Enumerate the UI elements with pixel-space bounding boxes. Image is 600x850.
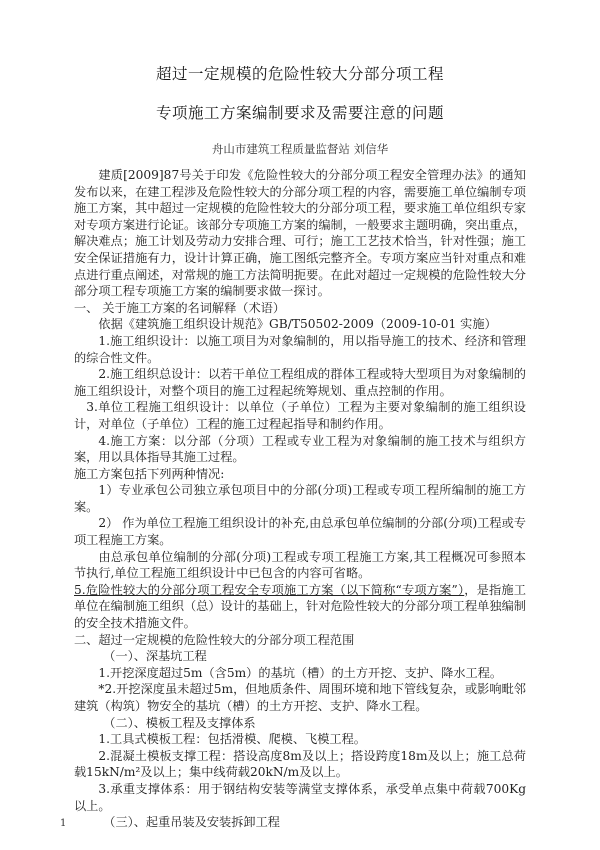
- term-2: 2.施工组织总设计：以若干单位工程组成的群体工程或特大型项目为对象编制的施工组织设计，对整个项目的施工过程起统筹规划、重点控制的作用。: [74, 367, 526, 398]
- term-3: 3.单位工程施工组织设计：以单位（子单位）工程为主要对象编制的施工组织设计，对单位（子单位）工程的施工过程起指导和制约作用。: [74, 400, 526, 431]
- document-body: [74, 167, 526, 831]
- document-title-line2: 专项施工方案编制要求及需要注意的问题: [155, 104, 444, 122]
- subsection-2-heading: （二）、模板工程及支撑体系: [103, 715, 256, 730]
- section2-heading: 二、超过一定规模的危险性较大的分部分项工程范围: [74, 632, 355, 647]
- case-note: 由总承包单位编制的分部(分项)工程或专项工程施工方案,其工程概况可参照本节执行,单位工程施工组织设计中已包含的内容可省略。: [74, 549, 526, 581]
- subsection-3-heading: （三）、起重吊装及安装拆卸工程: [103, 815, 280, 830]
- term-1: 1.施工组织设计：以施工项目为对象编制的，用以指导施工的技术、经济和管理的综合性文件。: [74, 333, 526, 365]
- intro-paragraph: 建质[2009]87号关于印发《危险性较大的分部分项工程安全管理办法》的通知发布以来，在建工程涉及危险性较大的分部分项工程的内容，需要施工单位编制专项施工方案，其中超过一定规模的危险性较大的分部分项工程，要求施工单位组织专家对专项方案进行论证。该部分专项施工方案的编制，一般要求主题明确，突出重点，解决难点；施工计划及劳动力安排合理、可行；施工工艺技术恰当，针对性强；施工安全保证措施有力，设计计算正确，施工图纸完整齐全。专项方案应当针对重点和难点进行重点阐述，对常规的施工方法简明扼要。在此对超过一定规模的危险性较大分部分项工程专项施工方案的编制要求做一探讨。: [74, 168, 526, 299]
- section1-heading: 一、 关于施工方案的名词解释（术语）: [74, 300, 286, 315]
- term-4: 4.施工方案：以分部（分项）工程或专业工程为对象编制的施工技术与组织方案，用以具体指导其施工过程。: [74, 433, 526, 465]
- page-number: 1: [60, 818, 67, 829]
- subsection-2-item-1: 1.工具式模板工程：包括滑模、爬模、飞模工程。: [98, 732, 366, 747]
- case-1: 1）专业承包公司独立承包项目中的分部(分项)工程或专项工程所编制的施工方案。: [74, 483, 526, 514]
- term-5-rest: ，是指施工单位在编制施工组织（总）设计的基础上，针对危险性较大的分部分项工程单独编制的安全技术措施文件。: [74, 582, 526, 631]
- subsection-2-item-3: 3.承重支撑体系：用于钢结构安装等满堂支撑体系，承受单点集中荷载700Kg以上。: [74, 781, 526, 813]
- subsection-1-item-2: *2.开挖深度虽未超过5m，但地质条件、周围环境和地下管线复杂，或影响毗邻建筑（构筑）物安全的基坑（槽）的土方开挖、支护、降水工程。: [74, 682, 526, 713]
- subsection-1-heading: （一）、深基坑工程: [103, 649, 207, 664]
- author-line: 舟山市建筑工程质量监督站 刘信华: [211, 142, 389, 156]
- two-cases-intro: 施工方案包括下列两种情况:: [74, 466, 225, 481]
- subsection-1-item-1: 1.开挖深度超过5m（含5m）的基坑（槽）的土方开挖、支护、降水工程。: [98, 665, 503, 680]
- case-2: 2） 作为单位工程施工组织设计的补充,由总承包单位编制的分部(分项)工程或专项工程施工方案。: [74, 516, 526, 548]
- document-title-line1: 超过一定规模的危险性较大分部分项工程: [155, 65, 444, 83]
- basis-line: 依据《建筑施工组织设计规范》GB/T50502-2009（2009-10-01 实施）: [98, 317, 497, 332]
- subsection-2-item-2: 2.混凝土模板支撑工程：搭设高度8m及以上；搭设跨度18m及以上；施工总荷载15kN/m²及以上；集中线荷载20kN/m及以上。: [74, 748, 526, 780]
- term-5-underlined: 5.危险性较大的分部分项工程安全专项施工方案（以下简称“专项方案”）: [74, 582, 465, 597]
- term-5: [74, 582, 526, 632]
